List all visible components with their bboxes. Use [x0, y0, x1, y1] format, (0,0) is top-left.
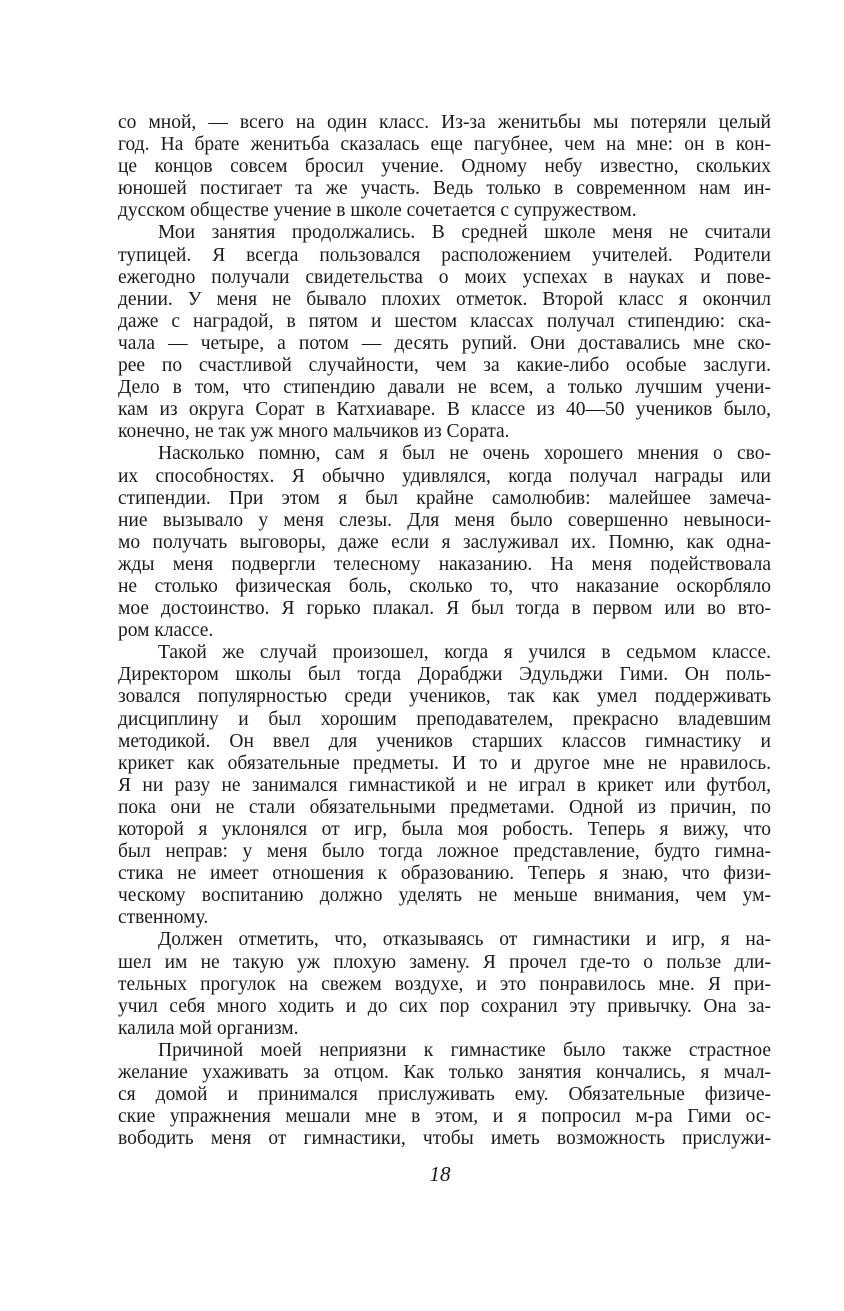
- text-line: тупицей. Я всегда пользовался расположением учителей. Родители: [118, 244, 771, 266]
- text-line: крикет как обязательные предметы. И то и другое мне не нравилось.: [118, 752, 771, 774]
- text-line: Причиной моей неприязни к гимнастике было также страстное: [158, 1039, 771, 1061]
- page-number: 18: [429, 1162, 451, 1186]
- text-line: ром классе.: [118, 620, 214, 642]
- text-line: Такой же случай произошел, когда я учился в седьмом классе.: [158, 642, 771, 664]
- text-line: желание ухаживать за отцом. Как только занятия кончались, я мчал-: [118, 1062, 771, 1084]
- text-line: рее по счастливой случайности, чем за какие-либо особые заслуги.: [118, 355, 771, 377]
- text-line: стика не имеет отношения к образованию. Теперь я знаю, что физи-: [118, 863, 771, 885]
- paragraph: [118, 112, 771, 222]
- text-line: жды меня подвергли телесному наказанию. На меня подействовала: [118, 553, 771, 575]
- text-line: шел им не такую уж плохую замену. Я прочел где-то о пользе дли-: [118, 951, 771, 973]
- text-line: тельных прогулок на свежем воздухе, и это понравилось мне. Я при-: [118, 973, 771, 995]
- text-line: чала — четыре, а потом — десять рупий. Они доставались мне ско-: [118, 332, 771, 354]
- text-line: ческому воспитанию должно уделять не меньше внимания, чем ум-: [118, 885, 771, 907]
- text-line: Мои занятия продолжались. В средней школе меня не считали: [158, 222, 771, 244]
- paragraph: [118, 443, 771, 642]
- text-line: не столько физическая боль, сколько то, что наказание оскорбляло: [118, 575, 771, 597]
- paragraph: [118, 642, 771, 929]
- text-line: дисциплину и был хорошим преподавателем, прекрасно владевшим: [118, 708, 771, 730]
- text-line: дусском обществе учение в школе сочетается с супружеством.: [118, 200, 637, 222]
- paragraph: [118, 1040, 771, 1150]
- text-line: ственному.: [118, 907, 209, 929]
- text-line: ся домой и принимался прислуживать ему. Обязательные физиче-: [118, 1084, 771, 1106]
- text-line: Насколько помню, сам я был не очень хорошего мнения о сво-: [158, 443, 771, 465]
- text-line: учил себя много ходить и до сих пор сохранил эту привычку. Она за-: [118, 995, 771, 1017]
- text-line: мое достоинство. Я горько плакал. Я был тогда в первом или во вто-: [118, 598, 771, 620]
- text-line: вободить меня от гимнастики, чтобы иметь возможность прислужи-: [118, 1128, 771, 1150]
- text-line: год. На брате женитьба сказалась еще пагубнее, чем на мне: он в кон-: [118, 134, 771, 156]
- paragraph: [118, 929, 771, 1039]
- text-line: юношей постигает та же участь. Ведь только в современном нам ин-: [118, 178, 771, 200]
- text-line: конечно, не так уж много мальчиков из Сората.: [118, 421, 510, 443]
- text-line: методикой. Он ввел для учеников старших классов гимнастику и: [118, 730, 771, 752]
- text-line: Я ни разу не занимался гимнастикой и не играл в крикет или футбол,: [118, 774, 771, 796]
- page-body-text: [118, 112, 771, 1150]
- text-line: был неправ: у меня было тогда ложное представление, будто гимна-: [118, 841, 771, 863]
- text-line: зовался популярностью среди учеников, так как умел поддерживать: [118, 686, 771, 708]
- text-line: мо получать выговоры, даже если я заслуживал их. Помню, как одна-: [118, 531, 771, 553]
- text-line: кам из округа Сорат в Катхиаваре. В классе из 40—50 учеников было,: [118, 399, 771, 421]
- text-line: даже с наградой, в пятом и шестом классах получал стипендию: ска-: [118, 310, 771, 332]
- text-line: ние вызывало у меня слезы. Для меня было совершенно невыноси-: [118, 509, 771, 531]
- text-line: пока они не стали обязательными предметами. Одной из причин, по: [118, 796, 771, 818]
- text-line: дении. У меня не бывало плохих отметок. Второй класс я окончил: [118, 288, 771, 310]
- text-line: со мной, — всего на один класс. Из-за женитьбы мы потеряли целый: [118, 112, 771, 133]
- text-line: Должен отметить, что, отказываясь от гимнастики и игр, я на-: [158, 929, 771, 951]
- text-line: ские упражнения мешали мне в этом, и я попросил м-ра Гими ос-: [118, 1106, 771, 1128]
- text-line: Директором школы был тогда Дорабджи Эдульджи Гими. Он поль-: [118, 664, 771, 686]
- text-line: калила мой организм.: [118, 1017, 299, 1039]
- text-line: ежегодно получали свидетельства о моих успехах в науках и пове-: [118, 266, 771, 288]
- text-line: стипендии. При этом я был крайне самолюбив: малейшее замеча-: [118, 487, 771, 509]
- paragraph: [118, 222, 771, 443]
- text-line: которой я уклонялся от игр, была моя робость. Теперь я вижу, что: [118, 819, 771, 840]
- text-line: це концов совсем бросил учение. Одному небу известно, скольких: [118, 156, 771, 178]
- text-line: их способностях. Я обычно удивлялся, когда получал награды или: [118, 465, 771, 487]
- text-line: Дело в том, что стипендию давали не всем, а только лучшим учени-: [118, 377, 771, 399]
